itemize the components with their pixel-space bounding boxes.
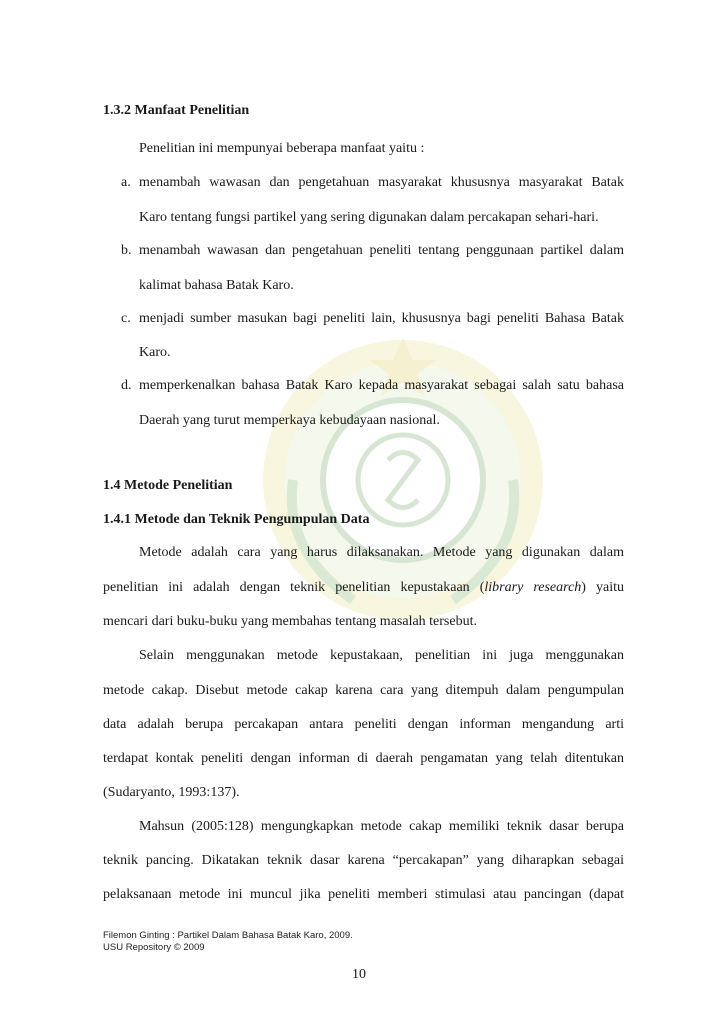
list-item-a-line-1: menambah wawasan dan pengetahuan masyarakat khususnya masyarakat Batak xyxy=(139,175,624,190)
list-marker-c: c. xyxy=(121,311,131,326)
paragraph-2-line-2: metode cakap. Disebut metode cakap karena cara yang ditempuh dalam pengumpulan xyxy=(103,683,624,698)
paragraph-1-line-2-text: penelitian ini adalah dengan teknik penelitian kepustakaan ( xyxy=(103,580,485,595)
paragraph-3-line-1: Mahsun (2005:128) mengungkapkan metode cakap memiliki teknik dasar berupa xyxy=(139,819,624,834)
paragraph-3-line-3: pelaksanaan metode ini muncul jika peneliti memberi stimulasi atau pancingan (dapat xyxy=(103,887,624,902)
paragraph-1-line-1: Metode adalah cara yang harus dilaksanakan. Metode yang digunakan dalam xyxy=(139,545,624,560)
paragraph-2-line-3: data adalah berupa percakapan antara peneliti dengan informan mengandung arti xyxy=(103,717,624,732)
paragraph-1-line-3: mencari dari buku-buku yang membahas tentang masalah tersebut. xyxy=(103,614,477,629)
paragraph-2-line-1: Selain menggunakan metode kepustakaan, penelitian ini juga menggunakan xyxy=(139,648,624,663)
paragraph-1-line-2-tail: ) yaitu xyxy=(581,580,624,595)
section-heading-1-3-2: 1.3.2 Manfaat Penelitian xyxy=(103,103,250,118)
list-marker-d: d. xyxy=(121,378,132,393)
page-number: 10 xyxy=(352,967,366,982)
list-item-d-line-2: Daerah yang turut memperkaya kebudayaan nasional. xyxy=(139,413,440,428)
list-item-b-line-1: menambah wawasan dan pengetahuan peneliti tentang penggunaan partikel dalam xyxy=(139,243,624,258)
list-item-b-line-2: kalimat bahasa Batak Karo. xyxy=(139,278,294,293)
list-item-d-line-1: memperkenalkan bahasa Batak Karo kepada masyarakat sebagai salah satu bahasa xyxy=(139,378,624,393)
section-heading-1-4: 1.4 Metode Penelitian xyxy=(103,478,233,493)
footer-citation: Filemon Ginting : Partikel Dalam Bahasa Batak Karo, 2009. xyxy=(103,930,353,941)
list-item-c-line-1: menjadi sumber masukan bagi peneliti lain, khususnya bagi peneliti Bahasa Batak xyxy=(139,311,624,326)
italic-term-library-research: library research xyxy=(484,580,582,595)
paragraph-1-line-2 xyxy=(103,579,624,597)
list-marker-b: b. xyxy=(121,243,132,258)
list-marker-a: a. xyxy=(121,175,131,190)
paragraph-2-line-5: (Sudaryanto, 1993:137). xyxy=(103,785,240,800)
footer-repository: USU Repository © 2009 xyxy=(103,942,205,953)
intro-paragraph: Penelitian ini mempunyai beberapa manfaat yaitu : xyxy=(139,141,425,156)
list-item-c-line-2: Karo. xyxy=(139,345,171,360)
section-heading-1-4-1: 1.4.1 Metode dan Teknik Pengumpulan Data xyxy=(103,512,370,527)
list-item-a-line-2: Karo tentang fungsi partikel yang sering digunakan dalam percakapan sehari-hari. xyxy=(139,210,599,225)
paragraph-2-line-4: terdapat kontak peneliti dengan informan di daerah pengamatan yang telah ditentukan xyxy=(103,751,624,766)
paragraph-3-line-2: teknik pancing. Dikatakan teknik dasar karena “percakapan” yang diharapkan sebagai xyxy=(103,853,624,868)
